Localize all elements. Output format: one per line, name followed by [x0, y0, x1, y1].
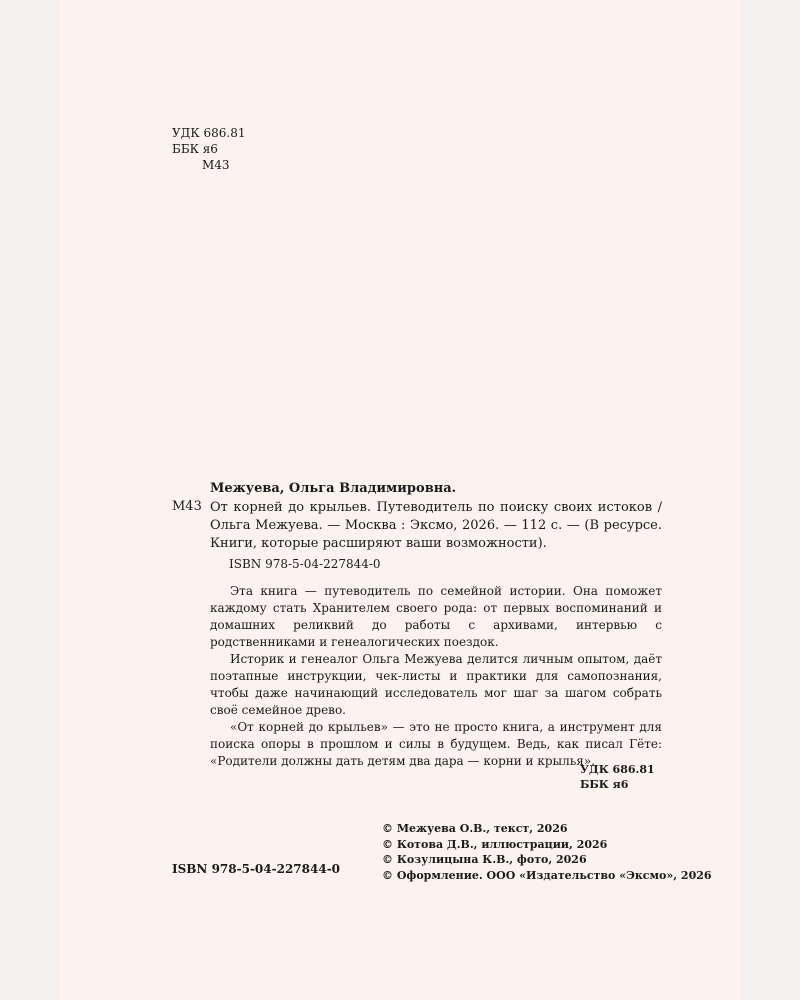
- bbk-code: ББК я6: [172, 142, 218, 156]
- bibliographic-description: От корней до крыльев. Путеводитель по поиску своих истоков / Ольга Межуева. — Москва : Эксмо, 2026. — 112 с. — (В ресурсе. Книги, которые расширяют ваши возможности).: [210, 500, 662, 551]
- annotation-paragraph: «От корней до крыльев» — это не просто книга, а инструмент для поиска опоры в прошлом и силы в будущем. Ведь, как писал Гёте: «Родители должны дать детям два дара — корни и крылья».: [210, 720, 662, 768]
- copyright-line: © Котова Д.В., иллюстрации, 2026: [382, 837, 608, 851]
- annotation-paragraph: Историк и генеалог Ольга Межуева делится личным опытом, даёт поэтапные инструкции, чек-листы и практики для самопознания, чтобы даже начинающий исследователь мог шаг за шагом собрать своё семейное древо.: [210, 652, 662, 717]
- catalog-isbn: ISBN 978-5-04-227844-0: [229, 557, 381, 571]
- copyright-line: © Козулицына К.В., фото, 2026: [382, 853, 587, 866]
- catalog-author-mark: М43: [172, 499, 202, 514]
- classification-codes-top: [172, 125, 246, 173]
- udk-code-right: УДК 686.81: [580, 763, 655, 776]
- author-mark: М43: [202, 158, 230, 172]
- isbn-bottom: ISBN 978-5-04-227844-0: [172, 862, 341, 876]
- bbk-code-right: ББК я6: [580, 778, 629, 791]
- author-heading: Межуева, Ольга Владимировна.: [210, 481, 457, 496]
- copyright-line: © Межуева О.В., текст, 2026: [382, 822, 568, 835]
- annotation-paragraph: Эта книга — путеводитель по семейной истории. Она поможет каждому стать Хранителем своего рода: от первых воспоминаний и домашних реликвий до работы с архивами, интервью с родственниками и генеалогических поездок.: [210, 584, 662, 649]
- udk-code: УДК 686.81: [172, 126, 246, 140]
- copyright-block: [382, 821, 712, 883]
- classification-codes-right: [580, 762, 655, 792]
- copyright-line: © Оформление. ООО «Издательство «Эксмо», 2026: [382, 868, 712, 882]
- annotation: [210, 583, 662, 770]
